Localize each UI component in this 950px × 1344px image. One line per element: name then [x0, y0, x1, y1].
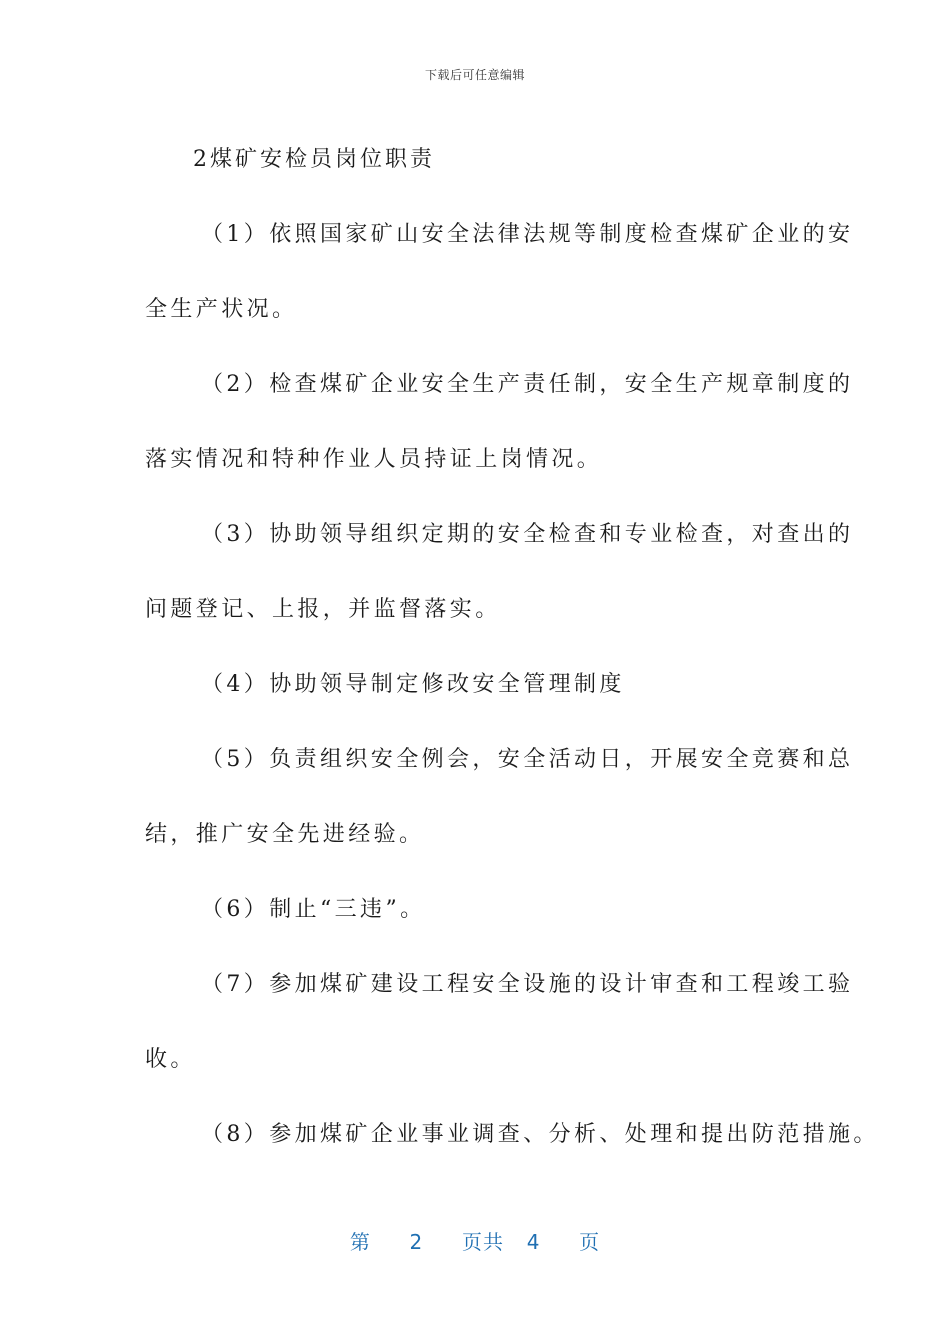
paragraph-line: （8）参加煤矿企业事业调查、分析、处理和提出防范措施。	[201, 1122, 879, 1147]
paragraph-line: （1）依照国家矿山安全法律法规等制度检查煤矿企业的安	[201, 222, 854, 247]
paragraph-line: （2）检查煤矿企业安全生产责任制，安全生产规章制度的	[201, 372, 854, 397]
paragraph-line: （7）参加煤矿建设工程安全设施的设计审查和工程竣工验	[201, 972, 854, 997]
paragraph-line: 问题登记、上报，并监督落实。	[145, 597, 501, 622]
paragraph-line: （6）制止“三违”。	[201, 897, 426, 922]
paragraph-line: （4）协助领导制定修改安全管理制度	[201, 672, 625, 697]
page-suffix: 页	[579, 1230, 601, 1254]
page-prefix: 第	[349, 1230, 371, 1254]
document-body	[145, 122, 879, 1172]
page-number: 2	[409, 1230, 424, 1254]
header-note: 下载后可任意编辑	[424, 68, 525, 82]
paragraph-line: 结，推广安全先进经验。	[145, 822, 425, 847]
page-mid: 页共	[462, 1230, 504, 1254]
paragraph-line: 全生产状况。	[145, 297, 298, 322]
paragraph-line: 落实情况和特种作业人员持证上岗情况。	[145, 447, 603, 472]
page-footer	[0, 1226, 950, 1255]
section-title: 2煤矿安检员岗位职责	[193, 147, 435, 172]
total-pages: 4	[526, 1230, 541, 1254]
paragraph-line: （3）协助领导组织定期的安全检查和专业检查，对查出的	[201, 522, 854, 547]
paragraph-line: 收。	[145, 1047, 196, 1072]
paragraph-line: （5）负责组织安全例会，安全活动日，开展安全竞赛和总	[201, 747, 854, 772]
